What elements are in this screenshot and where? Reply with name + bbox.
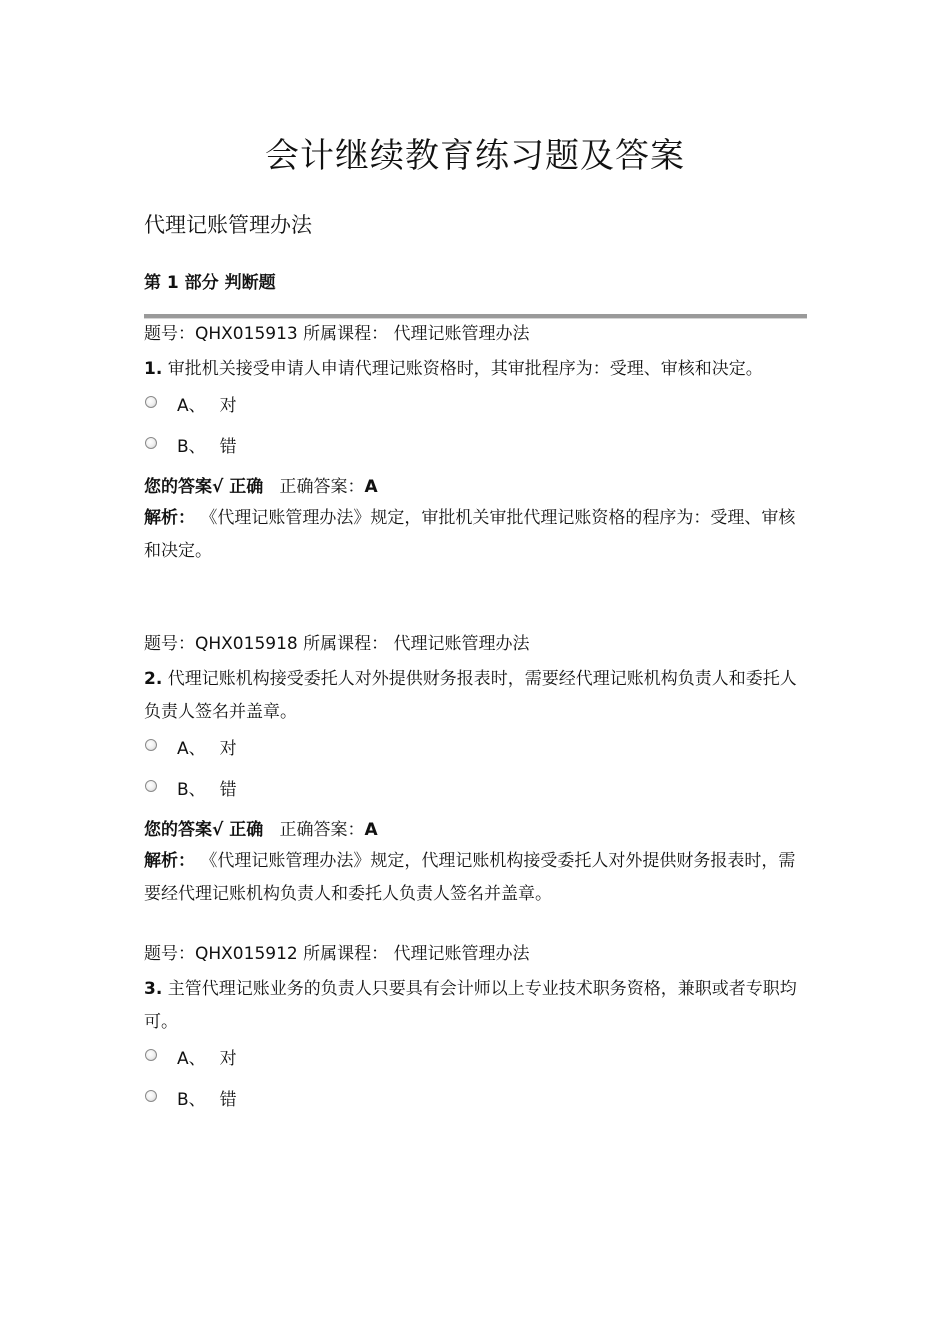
option-a[interactable] [144,729,809,770]
radio-button-icon[interactable] [145,437,157,449]
question-text [144,353,809,386]
option-a[interactable] [144,1039,809,1080]
option-label: B、 [177,1090,206,1110]
explanation-label: 解析： [144,851,195,871]
answer-line [144,815,809,845]
option-text: 对 [219,739,237,759]
question-3 [144,942,809,1121]
radio-button-icon[interactable] [145,1049,157,1061]
section-heading: 第 1 部分 判断题 [144,273,276,293]
question-number: 1. [144,359,163,379]
answer-line [144,472,809,502]
correct-answer: A [364,477,378,497]
option-b[interactable] [144,1080,809,1121]
option-label: A、 [177,396,206,416]
section-divider [144,314,807,319]
option-label: A、 [177,739,206,759]
your-answer: 您的答案√ 正确 [144,477,264,497]
explanation-text: 《代理记账管理办法》规定，审批机关审批代理记账资格的程序为：受理、审核和决定。 [144,508,796,561]
option-a[interactable] [144,386,809,427]
correct-answer-label: 正确答案： [279,477,365,497]
radio-button-icon[interactable] [145,780,157,792]
option-text: 对 [219,396,237,416]
radio-button-icon[interactable] [145,739,157,751]
question-text [144,973,809,1039]
option-label: A、 [177,1049,206,1069]
explanation [144,502,809,568]
explanation-label: 解析： [144,508,195,528]
question-2 [144,632,809,911]
option-b[interactable] [144,770,809,811]
question-meta: 题号：QHX015918 所属课程： 代理记账管理办法 [144,634,530,654]
question-number: 3. [144,979,163,999]
question-meta: 题号：QHX015913 所属课程： 代理记账管理办法 [144,324,530,344]
question-body: 审批机关接受申请人申请代理记账资格时，其审批程序为：受理、审核和决定。 [167,359,763,379]
question-number: 2. [144,669,163,689]
option-label: B、 [177,437,206,457]
correct-answer: A [364,820,378,840]
your-answer: 您的答案√ 正确 [144,820,264,840]
question-body: 主管代理记账业务的负责人只要具有会计师以上专业技术职务资格，兼职或者专职均可。 [144,979,797,1032]
question-meta: 题号：QHX015912 所属课程： 代理记账管理办法 [144,944,530,964]
option-text: 错 [219,437,237,457]
option-text: 错 [219,780,237,800]
document-title: 会计继续教育练习题及答案 [265,136,685,176]
option-label: B、 [177,780,206,800]
correct-answer-label: 正确答案： [279,820,365,840]
option-b[interactable] [144,427,809,468]
course-heading: 代理记账管理办法 [144,213,312,237]
explanation [144,845,809,911]
radio-button-icon[interactable] [145,396,157,408]
option-text: 错 [219,1090,237,1110]
explanation-text: 《代理记账管理办法》规定，代理记账机构接受委托人对外提供财务报表时，需要经代理记账机构负责人和委托人负责人签名并盖章。 [144,851,796,904]
question-text [144,663,809,729]
question-body: 代理记账机构接受委托人对外提供财务报表时，需要经代理记账机构负责人和委托人负责人签名并盖章。 [144,669,797,722]
option-text: 对 [219,1049,237,1069]
question-1 [144,322,809,568]
radio-button-icon[interactable] [145,1090,157,1102]
